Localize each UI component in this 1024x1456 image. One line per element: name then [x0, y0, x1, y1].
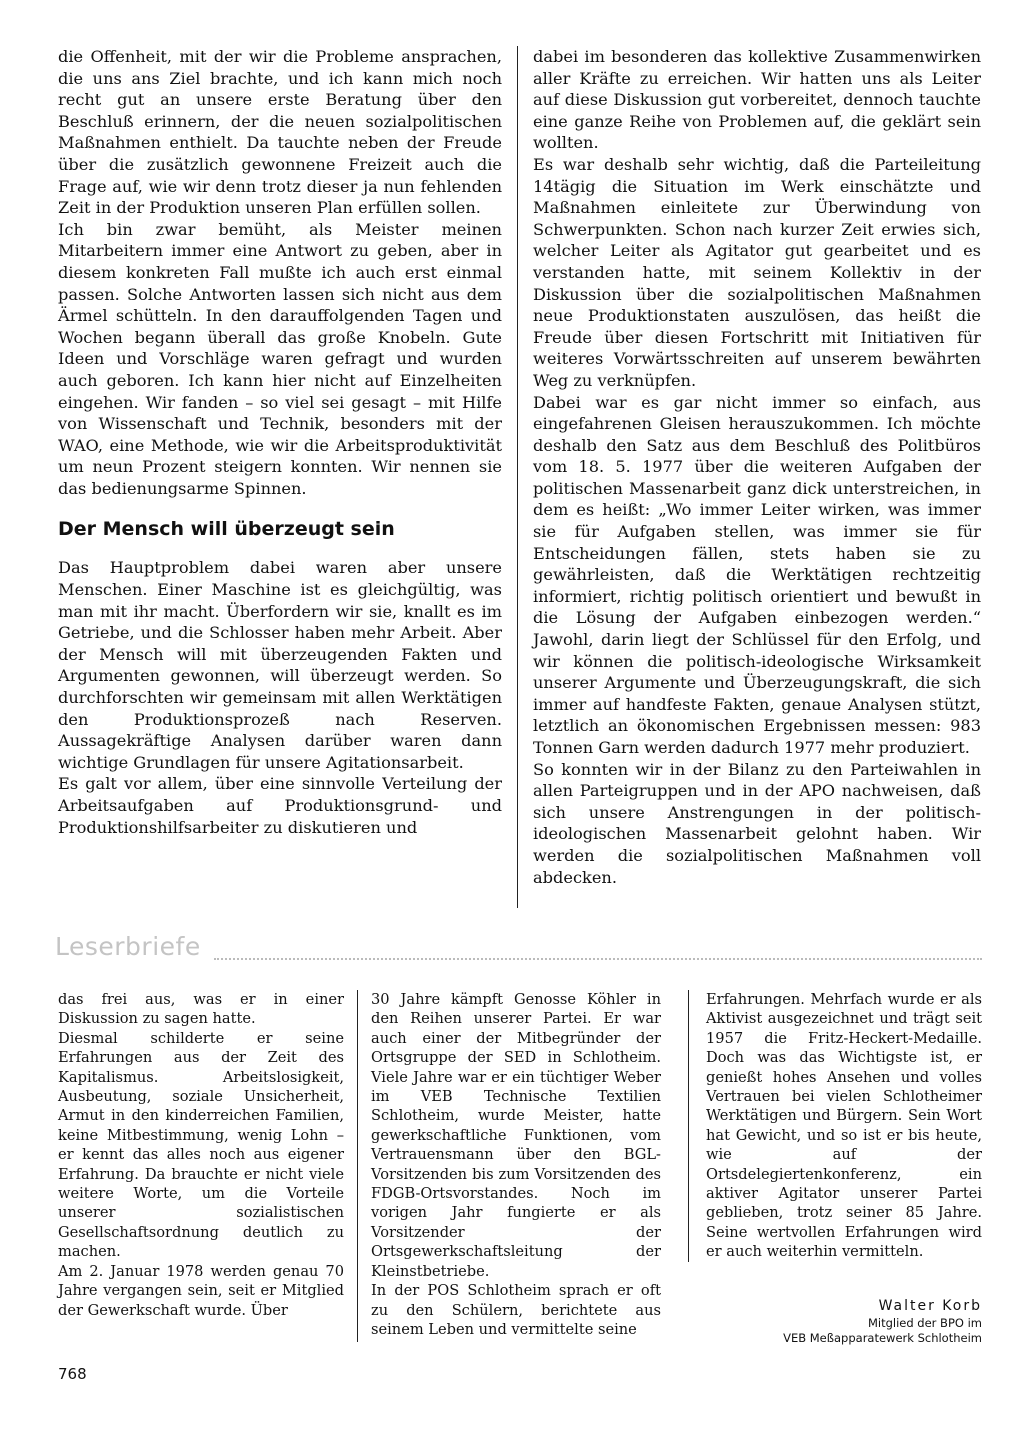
letter-column-2 [371, 990, 661, 1339]
signature-organisation: VEB Meßapparatewerk Schlotheim [783, 1331, 982, 1345]
article-paragraph: dabei im besonderen das kollektive Zusammenwirken aller Kräfte zu erreichen. Wir hatten uns als Leiter auf diese Diskussion gut vorbereitet, dennoch tauchte eine ganze Reihe von Problemen auf, die geklärt sein wollten. [533, 47, 981, 153]
section-divider [214, 958, 982, 960]
letter-signature [706, 1296, 982, 1346]
article-paragraph: Ich bin zwar bemüht, als Meister meinen Mitarbeitern immer eine Antwort zu geben, aber in diesem konkreten Fall mußte ich auch erst einmal passen. Solche Antworten lassen sich nicht aus dem Ärmel schütteln. In den darauffolgenden Tagen und Wochen begann überall das große Knobeln. Gute Ideen und Vorschläge waren gefragt und wurden auch geboren. Ich kann hier nicht auf Einzelheiten eingehen. Wir fanden – so viel sei gesagt – mit Hilfe von Wissenschaft und Technik, besonders mit der WAO, eine Methode, wie wir die Arbeitsproduktivität um neun Prozent steigern konnten. Wir nennen sie das bedienungsarme Spinnen. [58, 219, 502, 498]
article-paragraph: So konnten wir in der Bilanz zu den Parteiwahlen in allen Parteigruppen und in der APO nachweisen, daß sich unsere Anstrengungen in der politisch-ideologischen Massenarbeit gelohnt haben. Wir werden die sozialpolitischen Maßnahmen voll abdecken. [533, 759, 981, 887]
letter-column-1 [58, 990, 344, 1320]
letter-column-divider [688, 990, 689, 1262]
article-paragraph: Dabei war es gar nicht immer so einfach, aus eingefahrenen Gleisen herauszukommen. Ich möchte deshalb den Satz aus dem Beschluß des Politbüros vom 18. 5. 1977 über die weiteren Aufgaben der politischen Massenarbeit ganz dick unterstreichen, in dem es heißt: „Wo immer Leiter wirken, was immer sie für Aufgaben stellen, was immer sie für Entscheidungen fällen, stets haben sie zu gewährleisten, daß die Werktätigen rechtzeitig informiert, richtig politisch orientiert und bewußt in die Lösung der Aufgaben einbezogen werden.“ Jawohl, darin liegt der Schlüssel für den Erfolg, und wir können die politisch-ideologische Wirksamkeit unserer Argumente und Überzeugungskraft, die sich immer auf handfeste Fakten, genaue Analysen stützt, letztlich an ökonomischen Ergebnissen messen: 983 Tonnen Garn werden dadurch 1977 mehr produziert. [533, 392, 981, 757]
letter-paragraph: Erfahrungen. Mehrfach wurde er als Aktivist ausgezeichnet und trägt seit 1957 die Fritz-Heckert-Medaille. Doch was das Wichtigste ist, er genießt hohes Ansehen und volles Vertrauen bei vielen Schlotheimer Werktätigen und Bürgern. Sein Wort hat Gewicht, und so ist er bis heute, wie auf der Ortsdelegiertenkonferenz, ein aktiver Agitator unserer Partei geblieben, trotz seiner 85 Jahre. Seine wertvollen Erfahrungen wird er auch weiterhin vermitteln. [706, 991, 982, 1261]
article-paragraph: Es galt vor allem, über eine sinnvolle Verteilung der Arbeitsaufgaben auf Produktionsgrund- und Produktionshilfsarbeiter zu diskutieren und [58, 774, 502, 837]
letter-paragraph: In der POS Schlotheim sprach er oft zu den Schülern, berichtete aus seinem Leben und vermittelte seine [371, 1282, 661, 1338]
signature-name: Walter Korb [878, 1298, 982, 1314]
signature-affiliation: Mitglied der BPO im [867, 1316, 982, 1330]
page-number: 768 [58, 1365, 87, 1383]
article-paragraph: Es war deshalb sehr wichtig, daß die Parteileitung 14tägig die Situation im Werk einschätzte und Maßnahmen einleitete zur Überwindung von Schwerpunkten. Schon nach kurzer Zeit erwies sich, welcher Leiter als Agitator gut gearbeitet und es verstanden hatte, mit seinem Kollektiv in der Diskussion über die sozialpolitischen Maßnahmen neue Produktionstaten auszulösen, das heißt die Freude über diesen Fortschritt mit Initiativen für weiteres Vorwärtsschreiten auf unserem bewährten Weg zu verknüpfen. [533, 154, 981, 390]
article-paragraph: die Offenheit, mit der wir die Probleme ansprachen, die uns ans Ziel brachte, und ich kann mich noch recht gut an unsere erste Beratung über den Beschluß erinnern, der die neuen sozialpolitischen Maßnahmen enthielt. Da tauchte neben der Freude über die zusätzlich gewonnene Freizeit auch die Frage auf, wie wir denn trotz dieser ja nun fehlenden Zeit in der Produktion unseren Plan erfüllen sollen. [58, 47, 502, 218]
article-column-left [58, 46, 502, 838]
column-divider [517, 46, 518, 908]
section-label-leserbriefe: Leserbriefe [55, 932, 201, 961]
article-column-right [533, 46, 981, 888]
letter-paragraph: Diesmal schilderte er seine Erfahrungen aus der Zeit des Kapitalismus. Arbeitslosigkeit, Ausbeutung, soziale Unsicherheit, Armut in den kinderreichen Familien, keine Mitbestimmung, wenig Lohn – er kennt das alles noch aus eigener Erfahrung. Da brauchte er nicht viele weitere Worte, um die Vorteile unserer sozialistischen Gesellschaftsordnung deutlich zu machen. [58, 1029, 344, 1261]
letter-paragraph: 30 Jahre kämpft Genosse Köhler in den Reihen unserer Partei. Er war auch einer der Mitbegründer der Ortsgruppe der SED in Schlotheim. Viele Jahre war er ein tüchtiger Weber im VEB Technische Textilien Schlotheim, wurde Meister, hatte gewerkschaftliche Funktionen, vom Vertrauensmann über den BGL-Vorsitzenden bis zum Vorsitzenden des FDGB-Ortsvorstandes. Noch im vorigen Jahr fungierte er als Vorsitzender der Ortsgewerkschaftsleitung der Kleinstbetriebe. [371, 991, 661, 1280]
letter-paragraph: das frei aus, was er in einer Diskussion zu sagen hatte. [58, 991, 344, 1028]
letter-paragraph: Am 2. Januar 1978 werden genau 70 Jahre vergangen sein, seit er Mitglied der Gewerkschaft wurde. Über [58, 1262, 344, 1319]
article-subheading: Der Mensch will überzeugt sein [58, 518, 395, 541]
letter-column-3 [706, 990, 982, 1262]
letter-column-divider [357, 990, 358, 1342]
article-paragraph: Das Hauptproblem dabei waren aber unsere Menschen. Einer Maschine ist es gleichgültig, was man mit ihr macht. Überfordern wir sie, knallt es im Getriebe, und die Schlosser haben mehr Arbeit. Aber der Mensch will mit überzeugenden Fakten und Argumenten gewonnen, will überzeugt werden. So durchforschten wir gemeinsam mit allen Werktätigen den Produktionsprozeß nach Reserven. Aussagekräftige Analysen darüber waren dann wichtige Grundlagen für unsere Agitationsarbeit. [58, 558, 502, 772]
